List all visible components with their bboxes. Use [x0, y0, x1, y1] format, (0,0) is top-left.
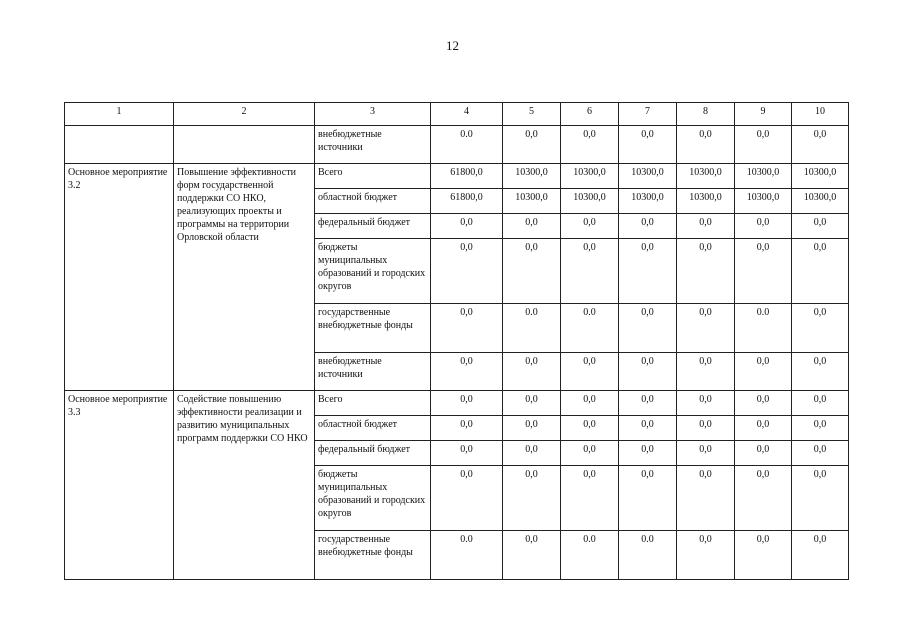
value-cell: 0,0: [431, 391, 503, 416]
value-cell: 0,0: [677, 214, 735, 239]
page-number: 12: [446, 38, 459, 53]
event-cell: Основное мероприятие 3.3: [65, 391, 174, 580]
value-cell: 0,0: [792, 126, 849, 164]
value-cell: 0,0: [561, 466, 619, 531]
value-cell: 0,0: [431, 214, 503, 239]
value-cell: 0,0: [677, 466, 735, 531]
funding-source: внебюджетные источники: [315, 126, 431, 164]
value-cell: 0,0: [735, 531, 792, 580]
funding-source: Всего: [315, 164, 431, 189]
value-cell: 0,0: [561, 214, 619, 239]
value-cell: 0,0: [431, 304, 503, 353]
value-cell: 0.0: [735, 304, 792, 353]
value-cell: 0,0: [677, 391, 735, 416]
value-cell: 0,0: [792, 353, 849, 391]
table-body: [65, 126, 849, 580]
value-cell: 0,0: [431, 239, 503, 304]
value-cell: 61800,0: [431, 189, 503, 214]
col-header: 10: [792, 103, 849, 126]
value-cell: 10300,0: [619, 189, 677, 214]
value-cell: 0,0: [735, 441, 792, 466]
col-header: 9: [735, 103, 792, 126]
table-row: [65, 391, 849, 416]
value-cell: 10300,0: [503, 189, 561, 214]
value-cell: 0,0: [677, 239, 735, 304]
value-cell: 10300,0: [735, 189, 792, 214]
value-cell: 0,0: [431, 416, 503, 441]
value-cell: 0,0: [677, 416, 735, 441]
value-cell: 0,0: [561, 416, 619, 441]
value-cell: 0,0: [561, 441, 619, 466]
value-cell: 10300,0: [561, 189, 619, 214]
value-cell: 0,0: [735, 466, 792, 531]
value-cell: 0,0: [619, 239, 677, 304]
value-cell: 10300,0: [503, 164, 561, 189]
description-cell: Повышение эффективности форм государственной поддержки СО НКО, реализующих проекты и программы на территории Орловской области: [174, 164, 315, 391]
col-header: 1: [65, 103, 174, 126]
value-cell: 0,0: [735, 214, 792, 239]
value-cell: 0,0: [792, 239, 849, 304]
value-cell: 10300,0: [561, 164, 619, 189]
value-cell: 0,0: [735, 239, 792, 304]
value-cell: 0,0: [503, 416, 561, 441]
value-cell: 0,0: [503, 466, 561, 531]
value-cell: 0,0: [503, 214, 561, 239]
value-cell: 10300,0: [677, 164, 735, 189]
value-cell: 0.0: [503, 304, 561, 353]
funding-source: областной бюджет: [315, 189, 431, 214]
value-cell: 0,0: [792, 391, 849, 416]
value-cell: 0,0: [619, 441, 677, 466]
value-cell: 10300,0: [792, 164, 849, 189]
value-cell: 0.0: [431, 531, 503, 580]
col-header: 5: [503, 103, 561, 126]
col-header: 2: [174, 103, 315, 126]
header-row: [65, 103, 849, 126]
value-cell: 0,0: [677, 353, 735, 391]
value-cell: 0,0: [619, 304, 677, 353]
value-cell: 0,0: [619, 416, 677, 441]
value-cell: 0.0: [561, 304, 619, 353]
table-header: [65, 103, 849, 126]
funding-source: федеральный бюджет: [315, 441, 431, 466]
col-header: 3: [315, 103, 431, 126]
value-cell: 0,0: [619, 466, 677, 531]
value-cell: 0,0: [503, 239, 561, 304]
table-row: [65, 164, 849, 189]
value-cell: 0.0: [619, 531, 677, 580]
value-cell: 0,0: [792, 531, 849, 580]
funding-source: бюджеты муниципальных образований и городских округов: [315, 466, 431, 531]
value-cell: 0,0: [619, 126, 677, 164]
value-cell: 10300,0: [792, 189, 849, 214]
funding-source: государственные внебюджетные фонды: [315, 531, 431, 580]
funding-source: областной бюджет: [315, 416, 431, 441]
value-cell: 0,0: [431, 466, 503, 531]
event-cell: Основное мероприятие 3.2: [65, 164, 174, 391]
value-cell: 0,0: [735, 353, 792, 391]
value-cell: 0,0: [561, 353, 619, 391]
value-cell: 0,0: [619, 353, 677, 391]
value-cell: 0,0: [792, 466, 849, 531]
value-cell: 0,0: [792, 214, 849, 239]
col-header: 4: [431, 103, 503, 126]
value-cell: 0,0: [792, 416, 849, 441]
value-cell: 0,0: [677, 441, 735, 466]
value-cell: 0,0: [561, 126, 619, 164]
funding-source: бюджеты муниципальных образований и городских округов: [315, 239, 431, 304]
table-row: [65, 126, 849, 164]
value-cell: 0,0: [792, 304, 849, 353]
value-cell: 0,0: [503, 441, 561, 466]
funding-source: Всего: [315, 391, 431, 416]
value-cell: 0,0: [503, 391, 561, 416]
value-cell: 0,0: [735, 391, 792, 416]
col-header: 8: [677, 103, 735, 126]
value-cell: 0,0: [619, 391, 677, 416]
value-cell: 0,0: [431, 441, 503, 466]
value-cell: 0,0: [503, 531, 561, 580]
col-header: 7: [619, 103, 677, 126]
funding-source: федеральный бюджет: [315, 214, 431, 239]
event-cell: [65, 126, 174, 164]
funding-source: внебюджетные источники: [315, 353, 431, 391]
col-header: 6: [561, 103, 619, 126]
value-cell: 0,0: [677, 304, 735, 353]
value-cell: 0,0: [735, 416, 792, 441]
value-cell: 0,0: [677, 126, 735, 164]
value-cell: 0,0: [431, 353, 503, 391]
value-cell: 10300,0: [735, 164, 792, 189]
value-cell: 10300,0: [619, 164, 677, 189]
value-cell: 0.0: [561, 531, 619, 580]
value-cell: 61800,0: [431, 164, 503, 189]
value-cell: 10300,0: [677, 189, 735, 214]
value-cell: 0,0: [735, 126, 792, 164]
value-cell: 0,0: [792, 441, 849, 466]
funding-source: государственные внебюджетные фонды: [315, 304, 431, 353]
budget-table: [64, 102, 849, 580]
description-cell: Содействие повышению эффективности реализации и развитию муниципальных программ поддержки СО НКО: [174, 391, 315, 580]
value-cell: 0,0: [677, 531, 735, 580]
value-cell: 0,0: [561, 391, 619, 416]
value-cell: 0,0: [561, 239, 619, 304]
value-cell: 0,0: [503, 126, 561, 164]
value-cell: 0,0: [503, 353, 561, 391]
description-cell: [174, 126, 315, 164]
value-cell: 0.0: [431, 126, 503, 164]
value-cell: 0,0: [619, 214, 677, 239]
